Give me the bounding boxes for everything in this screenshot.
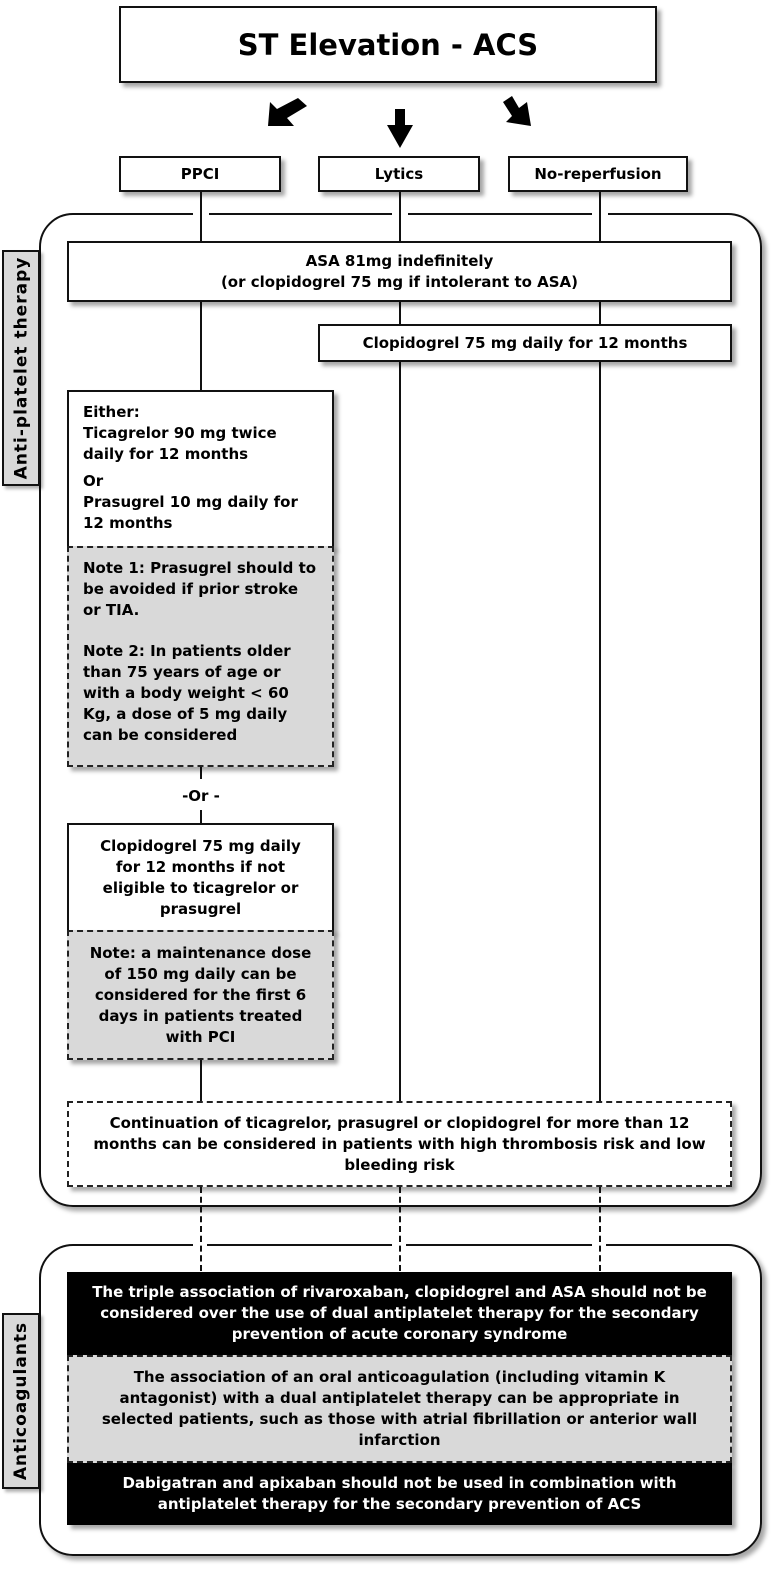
or-separator: -Or - (182, 787, 220, 805)
clopidogrel-lytics-box: Clopidogrel 75 mg daily for 12 months (318, 324, 732, 362)
connector-noreperf-3 (599, 360, 601, 1102)
clopidogrel-note-box: Note: a maintenance dose of 150 mg daily can be considered for the first 6 days in patients treated with PCI (67, 930, 334, 1060)
arrow-down-right-icon (503, 96, 531, 126)
dabigatran-box: Dabigatran and apixaban should not be used in combination with antiplatelet therapy for the secondary prevention of ACS (67, 1463, 732, 1525)
connector-lytics (399, 192, 401, 242)
connector-ppci-2 (200, 300, 202, 392)
connector-ppci-4 (200, 810, 202, 824)
clopidogrel-ppci-box: Clopidogrel 75 mg daily for 12 months if not eligible to ticagrelor or prasugrel (67, 823, 334, 932)
connector-ppci (200, 192, 202, 242)
strategy-ppci: PPCI (119, 156, 281, 192)
ticagrelor-prasugrel-box: Either: Ticagrelor 90 mg twice daily for 12 months Or Prasugrel 10 mg daily for 12 months (67, 390, 334, 548)
arrow-down-left-icon (268, 98, 307, 126)
anticoagulants-label: Anticoagulants (2, 1313, 40, 1489)
connector-lytics-2 (399, 300, 401, 326)
connector-noreperf (599, 192, 601, 242)
strategy-lytics: Lytics (318, 156, 480, 192)
continuation-box: Continuation of ticagrelor, prasugrel or clopidogrel for more than 12 months can be considered in patients with high thrombosis risk and low bleeding risk (67, 1101, 732, 1187)
antiplatelet-label: Anti-platelet therapy (2, 250, 40, 486)
connector-noreperf-2 (599, 300, 601, 326)
arrows (0, 0, 777, 160)
page-title: ST Elevation - ACS (237, 27, 539, 62)
asa-box: ASA 81mg indefinitely (or clopidogrel 75 mg if intolerant to ASA) (67, 241, 732, 302)
dash-connector-ppci-2 (200, 1236, 202, 1271)
rivaroxaban-box: The triple association of rivaroxaban, clopidogrel and ASA should not be considered over the use of dual antiplatelet therapy for the secondary prevention of acute coronary syndrome (67, 1272, 732, 1355)
dash-connector-lytics-2 (399, 1236, 401, 1271)
strategy-no-reperfusion: No-reperfusion (508, 156, 688, 192)
connector-lytics-3 (399, 360, 401, 1102)
connector-ppci-3 (200, 765, 202, 779)
prasugrel-notes-box: Note 1: Prasugrel should to be avoided if prior stroke or TIA. Note 2: In patients older than 75 years of age or with a body weight < 60 Kg, a dose of 5 mg daily can be considered (67, 546, 334, 767)
oral-anticoagulation-box: The association of an oral anticoagulation (including vitamin K antagonist) with a dual antiplatelet therapy can be appropriate in selected patients, such as those with atrial fibrillation or anterior wall infarction (67, 1355, 732, 1463)
dash-connector-noreperf-2 (599, 1236, 601, 1271)
arrow-down-icon (387, 109, 413, 148)
connector-ppci-5 (200, 1058, 202, 1102)
